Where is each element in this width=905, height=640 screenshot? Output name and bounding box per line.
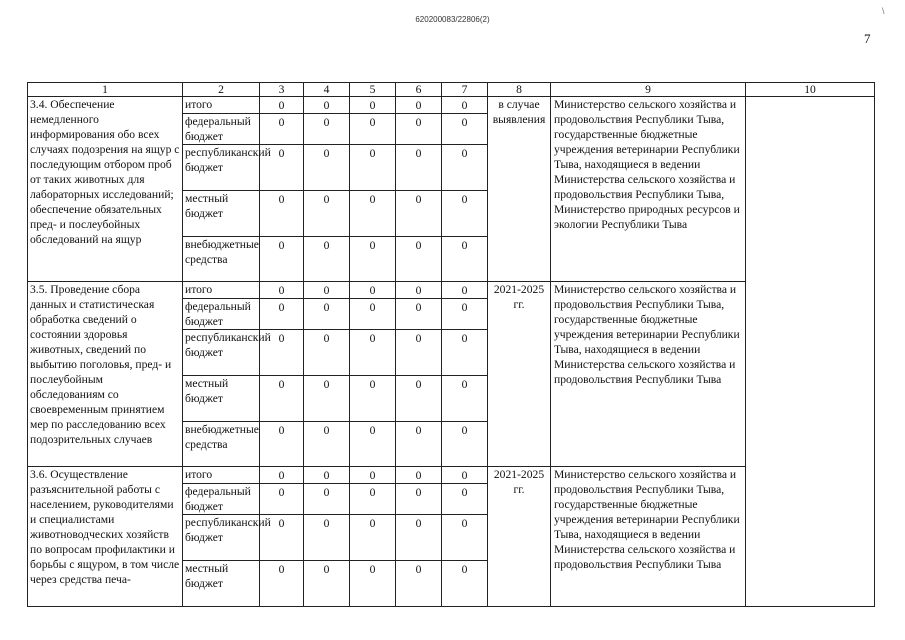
funding-source: федеральный бюджет [183,299,260,330]
funding-value: 0 [350,282,396,299]
funding-value: 0 [442,376,488,422]
funding-value: 0 [304,515,350,561]
header-cell: 5 [350,83,396,97]
funding-value: 0 [304,237,350,282]
funding-value: 0 [350,330,396,376]
funding-value: 0 [350,97,396,114]
funding-value: 0 [442,191,488,237]
funding-source: федеральный бюджет [183,484,260,515]
funding-value: 0 [260,299,304,330]
funding-value: 0 [350,467,396,484]
funding-value: 0 [442,422,488,467]
funding-value: 0 [304,561,350,607]
measure-description: 3.5. Проведение сбора данных и статистическая обработка сведений о состоянии здоровья животных, сведений по выбытию поголовья, пред- и послеубойным обследованиям со своевременным принятием мер по расследованию всех подозрительных случаев [28,282,183,467]
funding-value: 0 [442,299,488,330]
header-cell: 4 [304,83,350,97]
funding-value: 0 [350,515,396,561]
funding-value: 0 [396,515,442,561]
funding-value: 0 [396,561,442,607]
funding-value: 0 [260,97,304,114]
funding-value: 0 [350,422,396,467]
funding-value: 0 [350,114,396,145]
funding-value: 0 [304,422,350,467]
funding-value: 0 [350,561,396,607]
funding-value: 0 [304,330,350,376]
funding-value: 0 [396,422,442,467]
funding-value: 0 [350,145,396,191]
funding-value: 0 [350,299,396,330]
funding-value: 0 [350,191,396,237]
header-cell: 9 [551,83,746,97]
column-10-cell [746,97,875,607]
measure-description: 3.6. Осуществление разъяснительной работы с населением, руководителями и специалистами животноводческих хозяйств по вопросам профилактики и борьбы с ящуром, в том числе через средства печа- [28,467,183,607]
funding-value: 0 [442,145,488,191]
funding-source: итого [183,282,260,299]
funding-value: 0 [304,484,350,515]
funding-value: 0 [396,114,442,145]
funding-value: 0 [396,467,442,484]
document-code: 620200083/22806(2) [415,15,490,24]
header-cell: 6 [396,83,442,97]
funding-value: 0 [260,191,304,237]
funding-value: 0 [396,282,442,299]
funding-source: внебюджетные средства [183,422,260,467]
measure-description: 3.4. Обеспечение немедленного информирования обо всех случаях подозрения на ящур с последующим отбором проб от таких животных для лабораторных исследований; обеспечение обязательных пред- и послеубойных обследований на ящур [28,97,183,282]
header-cell: 8 [488,83,551,97]
header-cell: 3 [260,83,304,97]
funding-value: 0 [396,97,442,114]
funding-value: 0 [304,376,350,422]
funding-value: 0 [260,561,304,607]
funding-value: 0 [260,515,304,561]
funding-value: 0 [396,191,442,237]
page-number: 7 [864,31,871,46]
funding-value: 0 [304,191,350,237]
funding-source: республиканский бюджет [183,330,260,376]
funding-value: 0 [304,282,350,299]
funding-source: республиканский бюджет [183,515,260,561]
implementation-term: 2021-2025 гг. [488,467,551,607]
funding-value: 0 [396,330,442,376]
funding-value: 0 [396,484,442,515]
funding-value: 0 [442,467,488,484]
funding-source: местный бюджет [183,561,260,607]
funding-value: 0 [260,422,304,467]
funding-value: 0 [304,145,350,191]
funding-source: местный бюджет [183,191,260,237]
funding-value: 0 [442,282,488,299]
funding-value: 0 [442,484,488,515]
funding-source: итого [183,97,260,114]
responsible-executors: Министерство сельского хозяйства и продовольствия Республики Тыва, государственные бюджетные учреждения ветеринарии Республики Тыва, находящиеся в ведении Министерства сельского хозяйства и продовольствия Республики Тыва [551,467,746,607]
implementation-term: в случае выявления [488,97,551,282]
funding-value: 0 [396,299,442,330]
header-cell: 7 [442,83,488,97]
header-cell: 10 [746,83,875,97]
program-table [27,82,875,607]
funding-value: 0 [260,237,304,282]
table-row [28,97,875,114]
funding-value: 0 [304,467,350,484]
header-cell: 2 [183,83,260,97]
funding-source: местный бюджет [183,376,260,422]
funding-value: 0 [260,282,304,299]
funding-value: 0 [442,97,488,114]
implementation-term: 2021-2025 гг. [488,282,551,467]
funding-value: 0 [260,484,304,515]
corner-mark: \ [882,6,885,16]
funding-value: 0 [442,515,488,561]
funding-value: 0 [260,467,304,484]
funding-source: федеральный бюджет [183,114,260,145]
funding-source: внебюджетные средства [183,237,260,282]
funding-value: 0 [396,237,442,282]
funding-source: республиканский бюджет [183,145,260,191]
funding-value: 0 [304,114,350,145]
funding-value: 0 [350,237,396,282]
funding-value: 0 [396,145,442,191]
funding-value: 0 [396,376,442,422]
funding-value: 0 [442,561,488,607]
header-row [28,83,875,97]
funding-value: 0 [350,484,396,515]
funding-value: 0 [260,114,304,145]
funding-value: 0 [442,330,488,376]
funding-value: 0 [442,114,488,145]
funding-value: 0 [260,376,304,422]
funding-source: итого [183,467,260,484]
funding-value: 0 [350,376,396,422]
funding-value: 0 [260,330,304,376]
responsible-executors: Министерство сельского хозяйства и продовольствия Республики Тыва, государственные бюджетные учреждения ветеринарии Республики Тыва, находящиеся в ведении Министерства сельского хозяйства и продовольствия Республики Тыва [551,282,746,467]
funding-value: 0 [304,299,350,330]
funding-value: 0 [304,97,350,114]
funding-value: 0 [442,237,488,282]
header-cell: 1 [28,83,183,97]
responsible-executors: Министерство сельского хозяйства и продовольствия Республики Тыва, государственные бюджетные учреждения ветеринарии Республики Тыва, находящиеся в ведении Министерства сельского хозяйства и продовольствия Республики Тыва, Министерство природных ресурсов и экологии Республики Тыва [551,97,746,282]
table-body [28,83,875,607]
funding-value: 0 [260,145,304,191]
